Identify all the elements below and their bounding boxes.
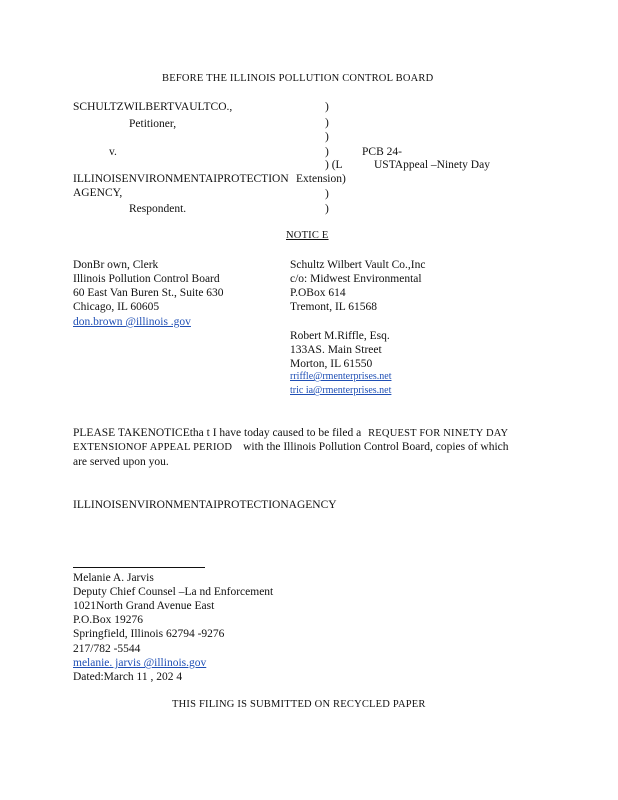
caption-paren: ) bbox=[325, 131, 329, 143]
document-title: BEFORE THE ILLINOIS POLLUTION CONTROL BOARD bbox=[162, 73, 434, 84]
clerk-email-link[interactable]: don.brown @illinois .gov bbox=[73, 316, 191, 328]
dated-line: Dated:March 11 , 202 4 bbox=[73, 671, 183, 683]
caption-paren: ) bbox=[325, 117, 329, 129]
case-type: USTAppeal –Ninety Day bbox=[374, 159, 490, 171]
footer-recycled-note: THIS FILING IS SUBMITTED ON RECYCLED PAPER bbox=[172, 699, 426, 710]
caption-extension: Extension) bbox=[296, 173, 346, 185]
body-line-2 bbox=[73, 440, 509, 455]
agency-name: ILLINOISENVIRONMENTAIPROTECTIONAGENCY bbox=[73, 499, 337, 511]
signature-line-text: Melanie A. Jarvis bbox=[73, 572, 154, 584]
caption-paren: ) bbox=[325, 146, 329, 158]
caption-paren: ) bbox=[325, 101, 329, 113]
caption-paren: ) (L bbox=[325, 159, 343, 171]
signature-line-text: Deputy Chief Counsel –La nd Enforcement bbox=[73, 586, 274, 598]
service-right2-line: 133AS. Main Street bbox=[290, 344, 382, 356]
body-text: with the Illinois Pollution Control Board, copies of which bbox=[243, 441, 509, 453]
signature-line-text: Springfield, Illinois 62794 -9276 bbox=[73, 628, 225, 640]
service-left-line: Chicago, IL 60605 bbox=[73, 301, 160, 313]
body-line-1 bbox=[73, 426, 508, 441]
caption-respondent-name: ILLINOISENVIRONMENTAIPROTECTION bbox=[73, 173, 289, 185]
counsel-email-link[interactable]: melanie. jarvis @illinois.gov bbox=[73, 657, 207, 669]
service-left-line: Illinois Pollution Control Board bbox=[73, 273, 220, 285]
notice-heading: NOTIC E bbox=[286, 230, 329, 241]
caption-versus: v. bbox=[109, 146, 117, 158]
body-text: are served upon you. bbox=[73, 456, 169, 468]
service-right-line: Schultz Wilbert Vault Co.,Inc bbox=[290, 259, 426, 271]
motion-title: REQUEST FOR NINETY DAY bbox=[368, 428, 509, 439]
motion-title-cont: EXTENSIONOF APPEAL PERIOD bbox=[73, 442, 233, 453]
signature-line-text: 1021North Grand Avenue East bbox=[73, 600, 215, 612]
case-number: PCB 24- bbox=[362, 146, 402, 158]
caption-respondent-name-cont: AGENCY, bbox=[73, 187, 123, 199]
service-right-line: Tremont, IL 61568 bbox=[290, 301, 377, 313]
service-left-line: 60 East Van Buren St., Suite 630 bbox=[73, 287, 224, 299]
attorney-email-link[interactable]: rriffle@rmenterprises.net bbox=[290, 371, 392, 382]
attorney-email-link[interactable]: tric ia@rmenterprises.net bbox=[290, 385, 392, 396]
body-text: PLEASE TAKENOTICEtha t I have today caused to be filed a bbox=[73, 427, 362, 439]
caption-paren: ) bbox=[325, 203, 329, 215]
signature-line-text: 217/782 -5544 bbox=[73, 643, 141, 655]
caption-respondent-label: Respondent. bbox=[129, 203, 187, 215]
signature-line-text: P.O.Box 19276 bbox=[73, 614, 143, 626]
caption-petitioner-label: Petitioner, bbox=[129, 118, 177, 130]
service-right-line: P.OBox 614 bbox=[290, 287, 346, 299]
caption-paren: ) bbox=[325, 188, 329, 200]
service-left-line: DonBr own, Clerk bbox=[73, 259, 159, 271]
service-right-line: c/o: Midwest Environmental bbox=[290, 273, 422, 285]
signature-line bbox=[73, 567, 205, 568]
service-right2-line: Morton, IL 61550 bbox=[290, 358, 373, 370]
service-right2-line: Robert M.Riffle, Esq. bbox=[290, 330, 390, 342]
caption-petitioner-name: SCHULTZWILBERTVAULTCO., bbox=[73, 101, 233, 113]
